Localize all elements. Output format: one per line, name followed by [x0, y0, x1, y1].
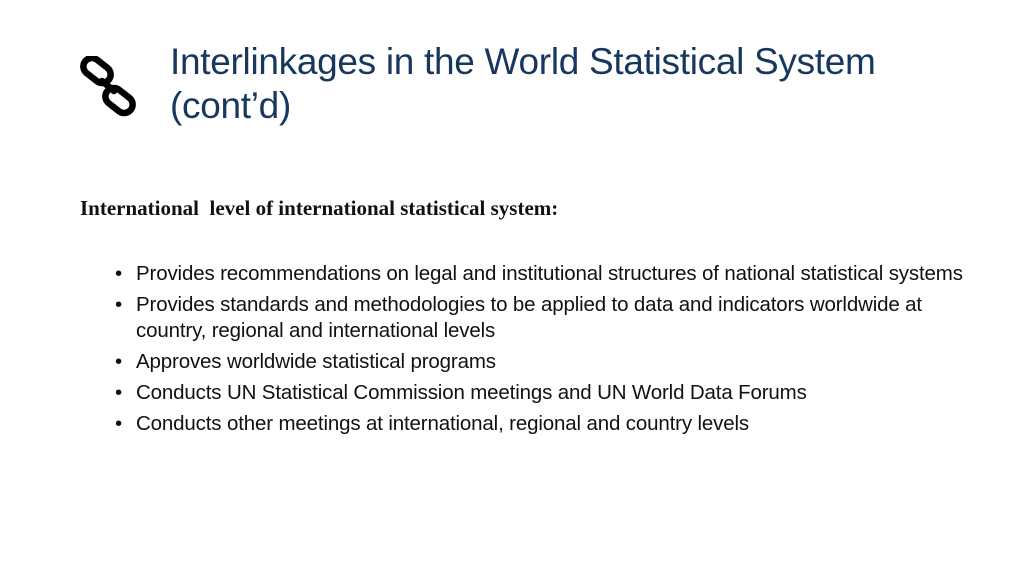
page-title-line-2: (cont’d) [170, 85, 291, 126]
bullet-item [115, 261, 965, 287]
bullet-item [115, 411, 965, 437]
bullet-glyph: • [115, 412, 123, 435]
bullet-text: Approves worldwide statistical programs [136, 350, 496, 373]
chain-link-icon [78, 56, 140, 118]
bullet-item [115, 380, 965, 406]
bullet-glyph: • [115, 293, 123, 316]
page-title [170, 40, 970, 128]
bullet-list [115, 261, 965, 442]
page-title-line-1: Interlinkages in the World Statistical System [170, 41, 876, 82]
bullet-text: Provides recommendations on legal and institutional structures of national statistical systems [136, 262, 963, 285]
bullet-text: Conducts UN Statistical Commission meetings and UN World Data Forums [136, 381, 807, 404]
bullet-item [115, 292, 965, 344]
bullet-glyph: • [115, 262, 123, 285]
bullet-glyph: • [115, 381, 123, 404]
section-subheading: International level of international statistical system: [80, 196, 559, 220]
bullet-glyph: • [115, 350, 123, 373]
bullet-text: Provides standards and methodologies to be applied to data and indicators worldwide at country, regional and international levels [136, 293, 922, 342]
bullet-item [115, 349, 965, 375]
bullet-text: Conducts other meetings at international, regional and country levels [136, 412, 749, 435]
